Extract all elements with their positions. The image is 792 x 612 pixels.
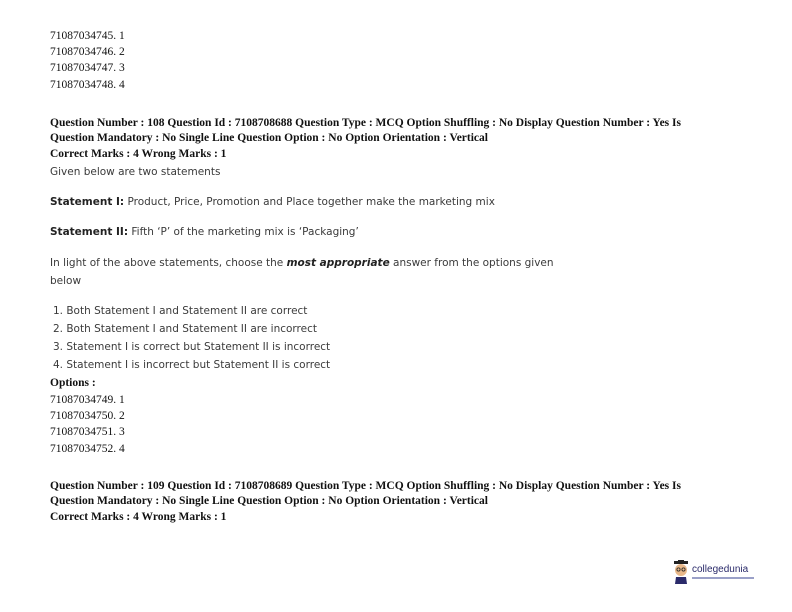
answer-choice: 3. Statement I is correct but Statement II is incorrect [53,341,331,353]
option-id-line: 71087034749. 1 [50,394,125,406]
instruction-text: In light of the above statements, choose the [50,257,287,269]
question-instruction [50,257,554,269]
statement-one-text: Product, Price, Promotion and Place together make the marketing mix [124,196,495,208]
answer-choice: 4. Statement I is incorrect but Statement II is correct [53,359,331,371]
question-header-line: Question Number : 109 Question Id : 7108708689 Question Type : MCQ Option Shuffling : No Display Question Number : Yes Is [50,480,681,492]
option-id-line: 71087034748. 4 [50,79,125,91]
statement-one [50,196,495,208]
question-header-line: Question Mandatory : No Single Line Question Option : No Option Orientation : Vertical [50,495,488,507]
instruction-text: answer from the options given [389,257,554,269]
option-id-line: 71087034747. 3 [50,62,125,74]
question-marks: Correct Marks : 4 Wrong Marks : 1 [50,148,227,160]
mascot-icon [672,560,690,584]
question-instruction-line2: below [50,275,82,287]
instruction-emphasis: most appropriate [286,257,390,269]
statement-two-text: Fifth ‘P’ of the marketing mix is ‘Packaging’ [128,226,359,238]
logo-tagline-bar [692,577,754,579]
option-id-line: 71087034750. 2 [50,410,125,422]
question-marks: Correct Marks : 4 Wrong Marks : 1 [50,511,227,523]
statement-two [50,226,359,238]
options-label: Options : [50,377,96,389]
statement-one-label: Statement I: [50,196,125,208]
question-header-line: Question Number : 108 Question Id : 7108708688 Question Type : MCQ Option Shuffling : No Display Question Number : Yes Is [50,117,681,129]
option-id-line: 71087034752. 4 [50,443,125,455]
logo-text: collegedunia [692,564,749,575]
question-header-line: Question Mandatory : No Single Line Question Option : No Option Orientation : Vertical [50,132,488,144]
statement-two-label: Statement II: [50,226,129,238]
option-id-line: 71087034746. 2 [50,46,125,58]
option-id-line: 71087034745. 1 [50,30,125,42]
answer-choice: 1. Both Statement I and Statement II are correct [53,305,308,317]
option-id-line: 71087034751. 3 [50,426,125,438]
question-intro: Given below are two statements [50,166,221,178]
collegedunia-logo [672,560,762,586]
answer-choice: 2. Both Statement I and Statement II are incorrect [53,323,317,335]
